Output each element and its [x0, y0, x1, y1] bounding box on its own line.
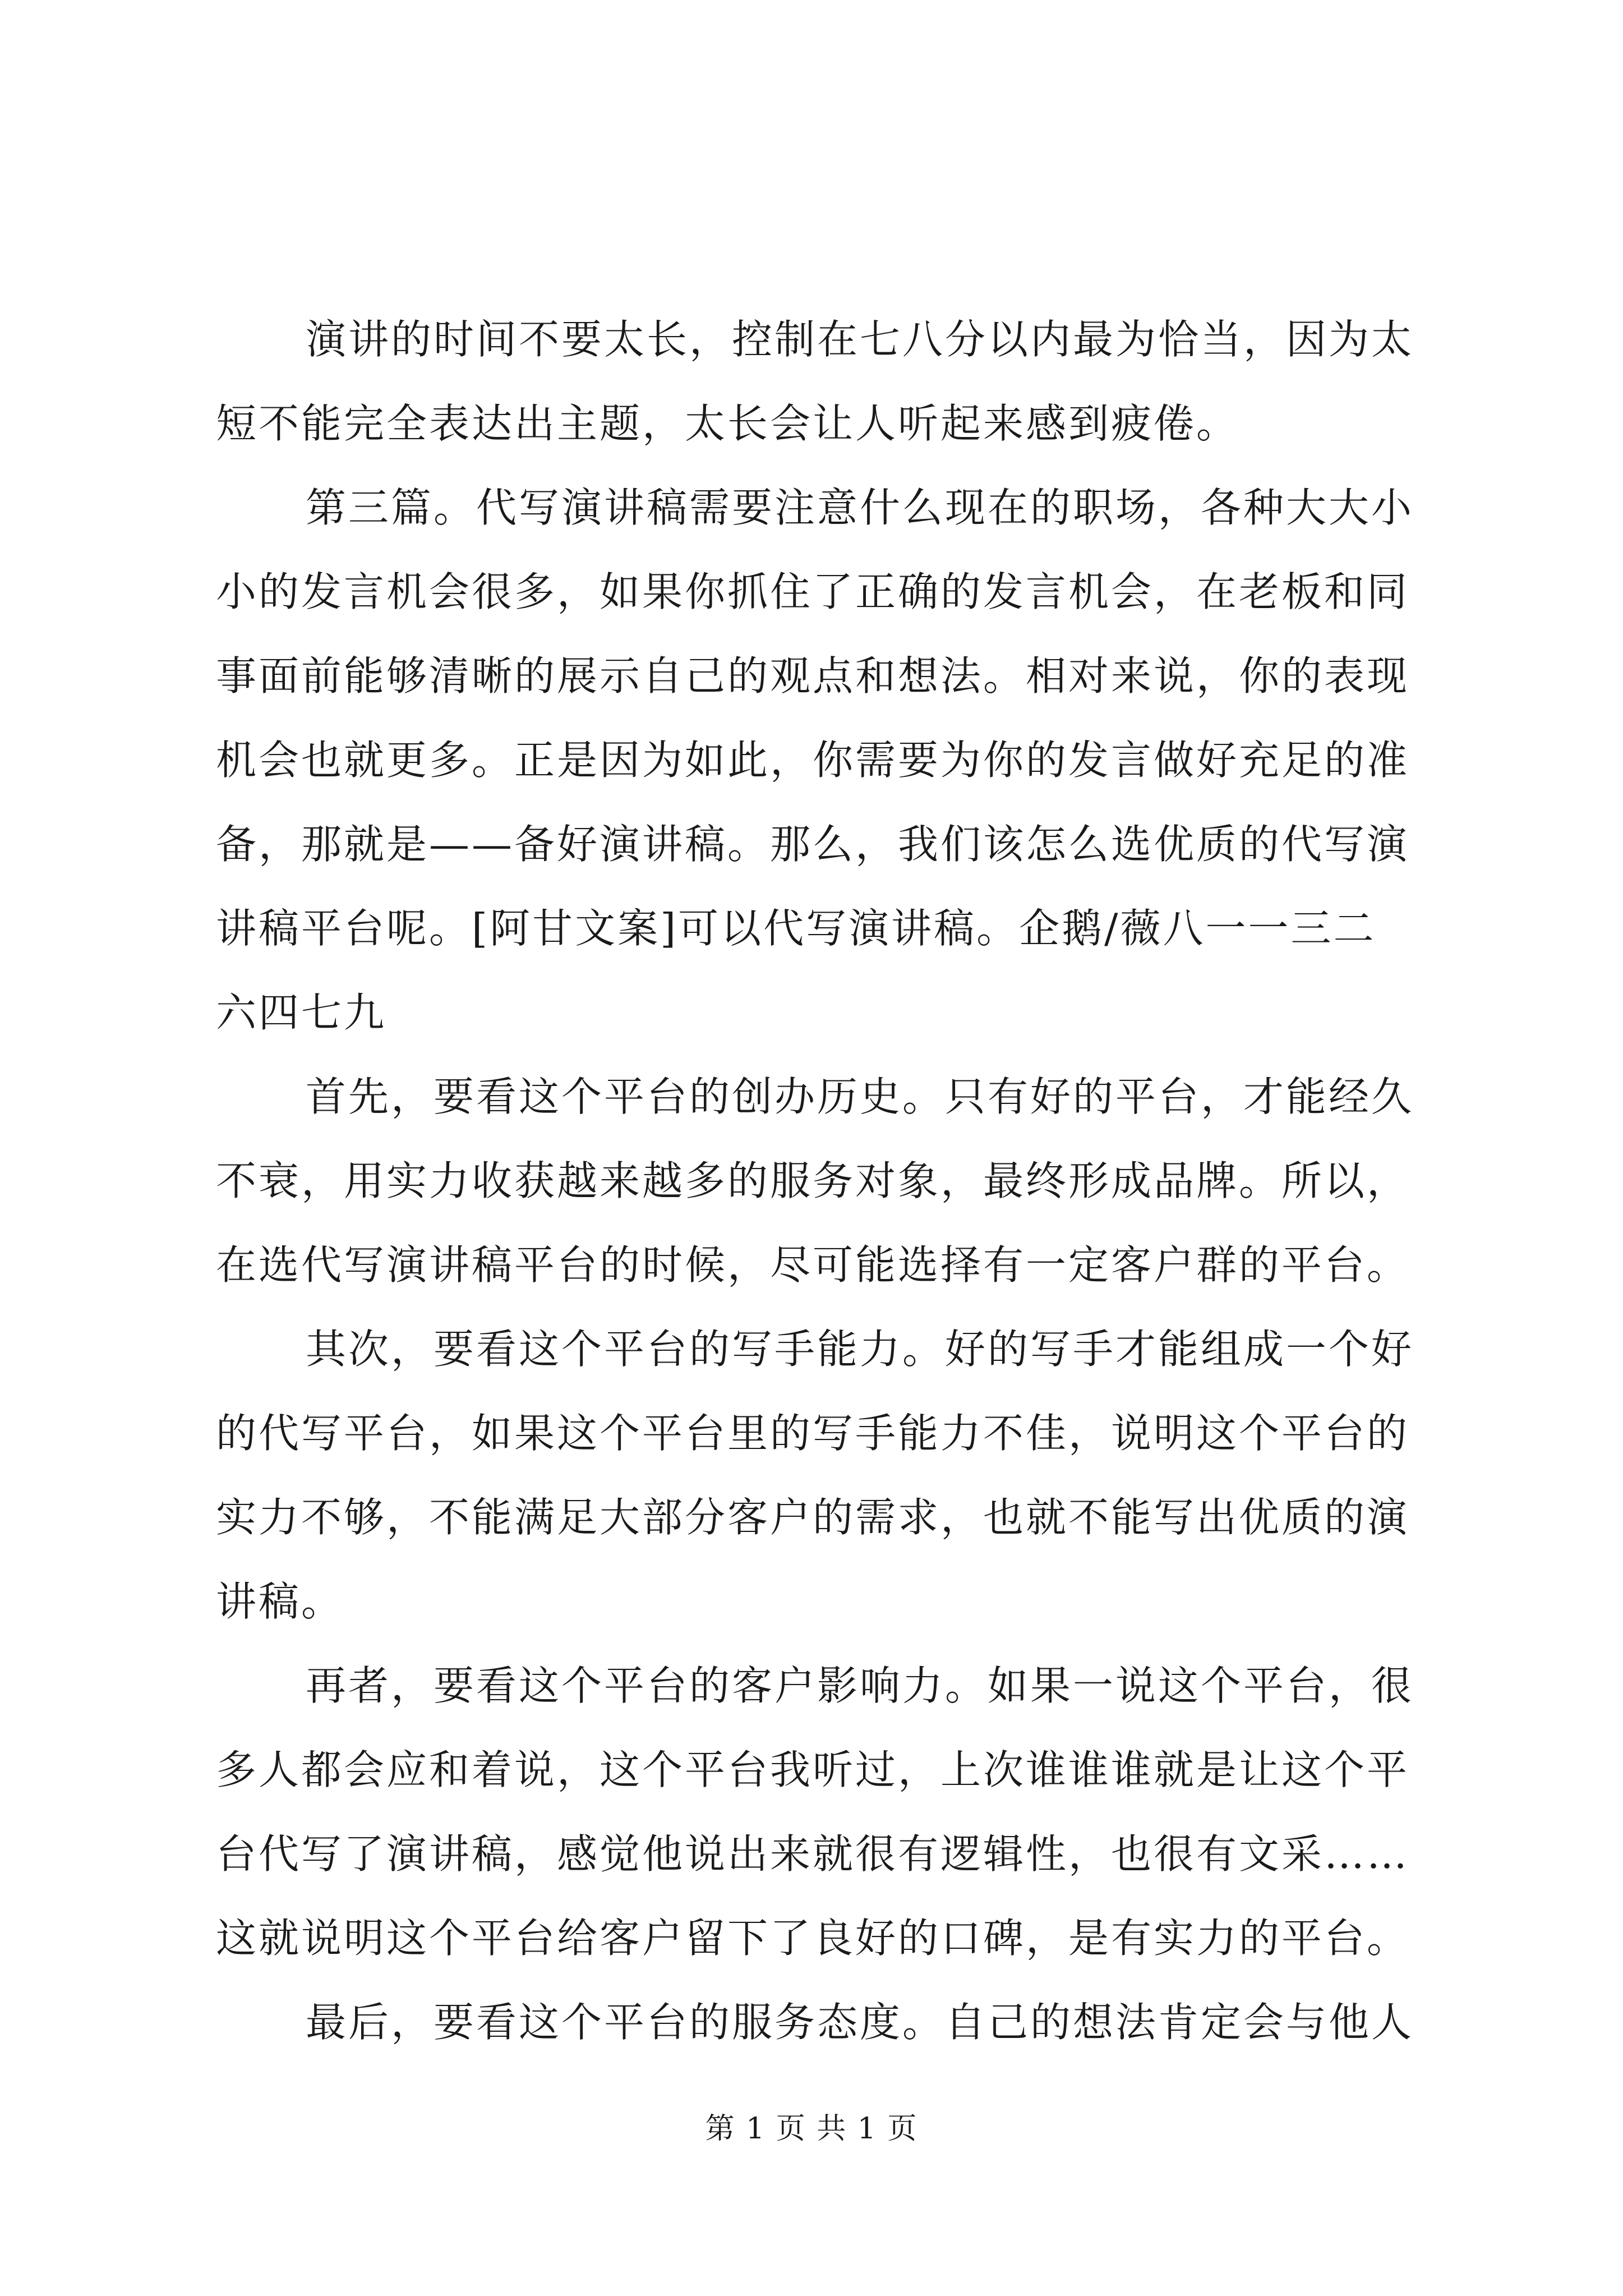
text-line: 演讲的时间不要太长，控制在七八分以内最为恰当，因为太 — [306, 316, 1414, 363]
text-line: 在选代写演讲稿平台的时候，尽可能选择有一定客户群的平台。 — [216, 1241, 1410, 1289]
page-footer: 第 1 页 共 1 页 — [705, 2112, 918, 2146]
text-line: 事面前能够清晰的展示自己的观点和想法。相对来说，你的表现 — [216, 652, 1410, 700]
text-line: 最后，要看这个平台的服务态度。自己的想法肯定会与他人 — [306, 1999, 1414, 2046]
document-body — [216, 297, 1422, 2064]
text-line: 讲稿平台呢。[阿甘文案]可以代写演讲稿。企鹅/薇八一一三二 — [216, 905, 1376, 952]
text-line: 六四七九 — [216, 989, 387, 1036]
text-line: 其次，要看这个平台的写手能力。好的写手才能组成一个好 — [306, 1326, 1414, 1373]
text-line: 机会也就更多。正是因为如此，你需要为你的发言做好充足的准 — [216, 737, 1410, 784]
text-line: 讲稿。 — [216, 1578, 344, 1625]
text-line: 实力不够，不能满足大部分客户的需求，也就不能写出优质的演 — [216, 1494, 1410, 1541]
text-line: 小的发言机会很多，如果你抓住了正确的发言机会，在老板和同 — [216, 568, 1410, 615]
text-line: 第三篇。代写演讲稿需要注意什么现在的职场，各种大大小 — [306, 484, 1414, 531]
text-line: 短不能完全表达出主题，太长会让人听起来感到疲倦。 — [216, 400, 1239, 447]
text-line: 首先，要看这个平台的创办历史。只有好的平台，才能经久 — [306, 1073, 1414, 1120]
text-line: 备，那就是——备好演讲稿。那么，我们该怎么选优质的代写演 — [216, 821, 1410, 868]
text-line: 多人都会应和着说，这个平台我听过，上次谁谁谁就是让这个平 — [216, 1746, 1410, 1793]
text-line: 台代写了演讲稿，感觉他说出来就很有逻辑性，也很有文采…… — [216, 1830, 1410, 1878]
text-line: 再者，要看这个平台的客户影响力。如果一说这个平台，很 — [306, 1662, 1414, 1709]
text-line: 这就说明这个平台给客户留下了良好的口碑，是有实力的平台。 — [216, 1915, 1410, 1962]
text-line: 不衰，用实力收获越来越多的服务对象，最终形成品牌。所以， — [216, 1157, 1410, 1204]
text-line: 的代写平台，如果这个平台里的写手能力不佳，说明这个平台的 — [216, 1410, 1410, 1457]
